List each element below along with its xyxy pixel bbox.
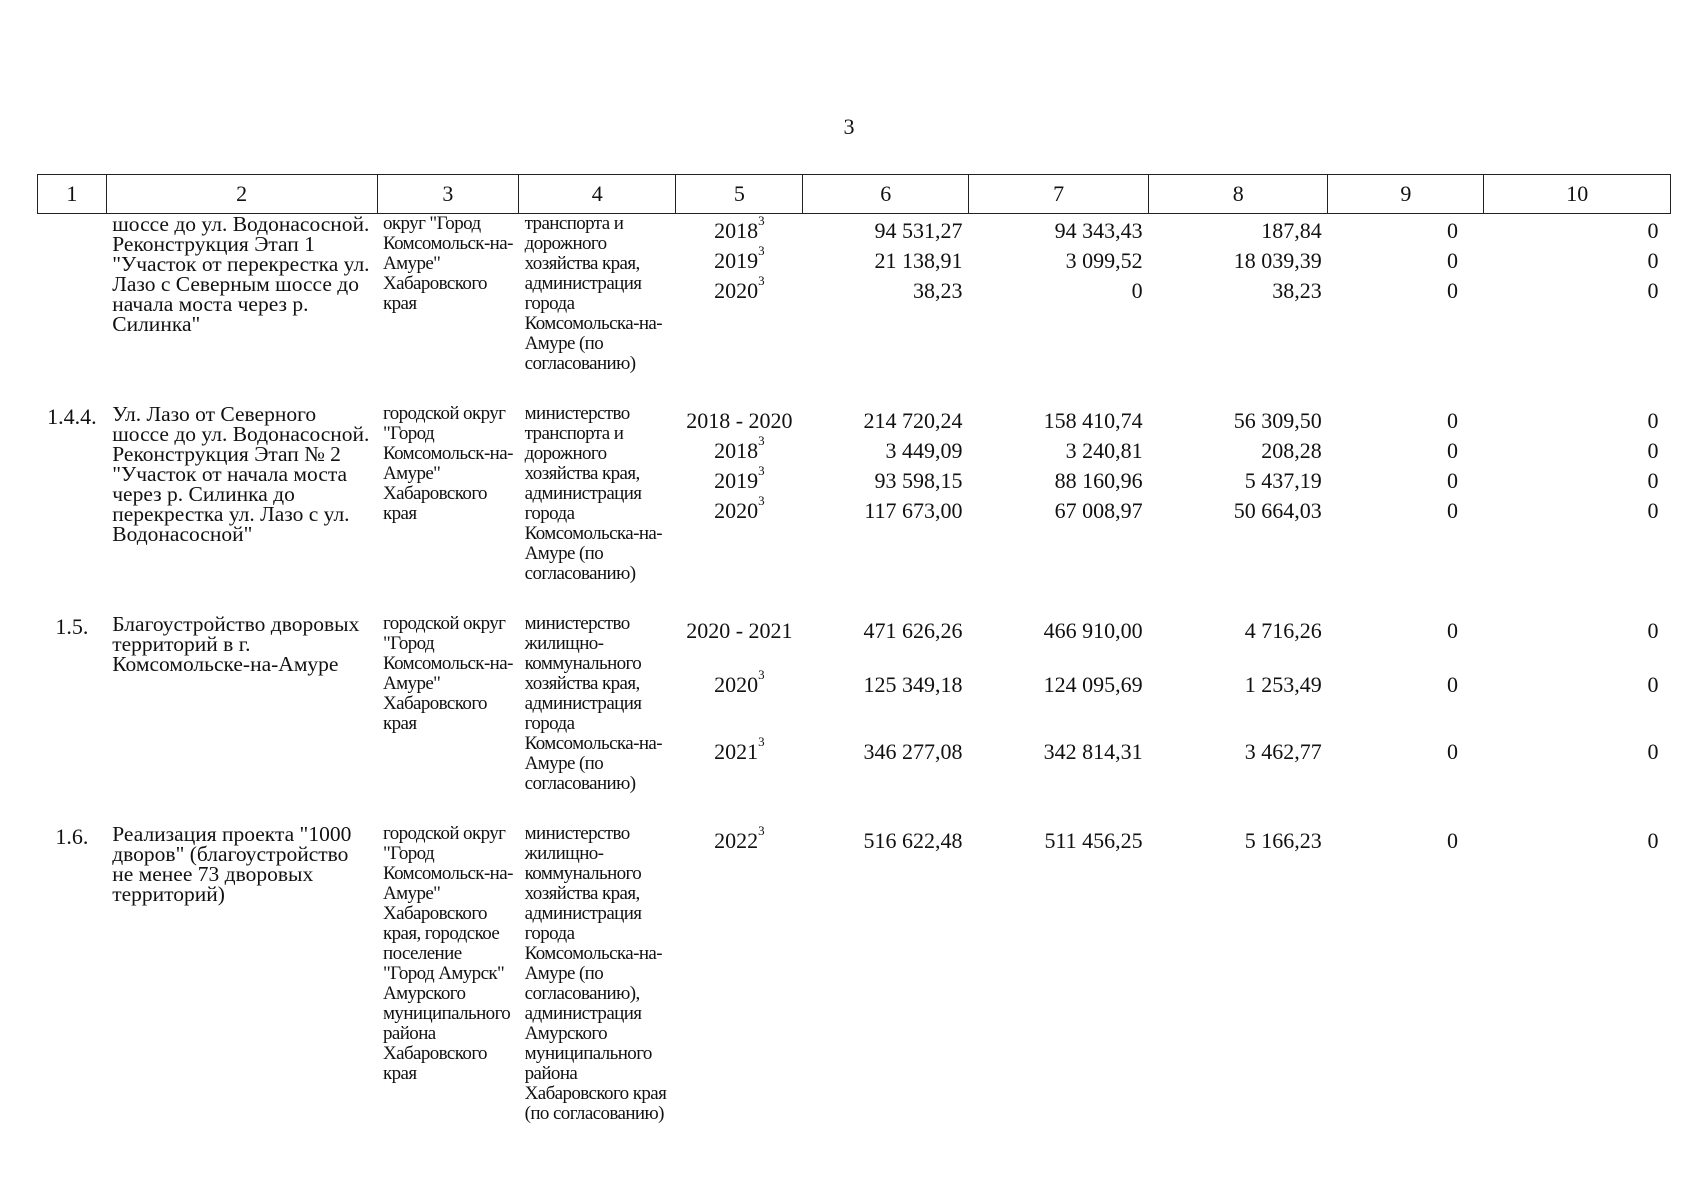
col-c7 — [969, 816, 1149, 1124]
col-c9 — [1328, 606, 1484, 794]
cell-value: 94 343,43 — [1054, 218, 1143, 243]
cell-value: 0 — [1446, 828, 1458, 853]
col-c6 — [803, 606, 969, 794]
col-year — [676, 214, 803, 375]
cell-value: 88 160,96 — [1054, 468, 1143, 493]
cell-value: 2022$^3$ — [714, 823, 765, 853]
cell-value: 0 — [1647, 498, 1659, 523]
cell-value: 214 720,24 — [863, 408, 963, 433]
row-number — [38, 214, 107, 375]
col-header: 2 — [106, 175, 377, 214]
col-header: 4 — [519, 175, 676, 214]
cell-value: 208,28 — [1261, 438, 1322, 463]
cell-value: 0 — [1647, 248, 1659, 273]
col-header: 8 — [1149, 175, 1328, 214]
cell-value: 0 — [1446, 248, 1458, 273]
col-c6 — [803, 214, 969, 375]
header-row — [38, 175, 1671, 214]
cell-value: 0 — [1647, 618, 1659, 643]
col-c10 — [1484, 214, 1671, 375]
cell-value: 5 437,19 — [1244, 468, 1322, 493]
footnote-mark: 3 — [758, 273, 765, 288]
cell-value: 93 598,15 — [874, 468, 963, 493]
col-c7 — [969, 396, 1149, 584]
cell-value: 124 095,69 — [1043, 672, 1143, 697]
cell-value: 0 — [1446, 218, 1458, 243]
cell-value: 38,23 — [913, 278, 963, 303]
row-spacer — [38, 374, 1671, 396]
cell-value: 67 008,97 — [1054, 498, 1143, 523]
row-number: 1.5. — [55, 614, 89, 639]
cell-value: 2020$^3$ — [714, 493, 765, 523]
cell-value: 0 — [1446, 739, 1458, 764]
col-c6 — [803, 396, 969, 584]
row-executor: министерство транспорта и дорожного хозяйства края, администрация города Комсомольска-на-Амуре (по согласованию) — [524, 403, 662, 584]
col-c10 — [1484, 396, 1671, 584]
cell-value: 0 — [1446, 278, 1458, 303]
cell-value: 3 099,52 — [1065, 248, 1143, 273]
page-number: 3 — [843, 114, 855, 139]
col-c8 — [1149, 214, 1328, 375]
cell-value: 3 449,09 — [885, 438, 963, 463]
cell-value: 0 — [1446, 672, 1458, 697]
col-c6 — [803, 816, 969, 1124]
row-spacer — [38, 794, 1671, 816]
col-c8 — [1149, 816, 1328, 1124]
col-c8 — [1149, 396, 1328, 584]
cell-value: 466 910,00 — [1043, 618, 1143, 643]
cell-value: 0 — [1647, 468, 1659, 493]
col-header: 3 — [377, 175, 519, 214]
table-row — [38, 606, 1671, 794]
row-executor: министерство жилищно-коммунального хозяйства края, администрация города Комсомольска-на-Амуре (по согласованию), администрация Амурского муниципального района Хабаровского края (по согласованию) — [524, 823, 667, 1124]
col-header: 1 — [38, 175, 107, 214]
col-c9 — [1328, 396, 1484, 584]
cell-value: 471 626,26 — [863, 618, 963, 643]
cell-value: 117 673,00 — [864, 498, 963, 523]
footnote-mark: 3 — [758, 243, 765, 258]
cell-value: 2018$^3$ — [714, 213, 765, 243]
col-header: 6 — [803, 175, 969, 214]
cell-value: 2019$^3$ — [714, 243, 765, 273]
cell-value: 0 — [1131, 278, 1143, 303]
cell-value: 0 — [1647, 672, 1659, 697]
footnote-mark: 3 — [758, 667, 765, 682]
cell-value: 3 240,81 — [1065, 438, 1143, 463]
cell-value: 158 410,74 — [1043, 408, 1143, 433]
cell-value: 4 716,26 — [1244, 618, 1322, 643]
col-c10 — [1484, 606, 1671, 794]
footnote-mark: 3 — [758, 493, 765, 508]
cell-value: 3 462,77 — [1244, 739, 1322, 764]
cell-value: 0 — [1647, 408, 1659, 433]
cell-value: 5 166,23 — [1244, 828, 1322, 853]
program-table — [37, 174, 1671, 1124]
row-spacer — [38, 584, 1671, 606]
col-c7 — [969, 606, 1149, 794]
cell-value: 50 664,03 — [1233, 498, 1322, 523]
cell-value: 0 — [1647, 218, 1659, 243]
cell-value: 2018$^3$ — [714, 433, 765, 463]
cell-value: 0 — [1647, 278, 1659, 303]
cell-value: 187,84 — [1261, 218, 1322, 243]
table-row — [38, 214, 1671, 375]
cell-value: 2019$^3$ — [714, 463, 765, 493]
cell-value: 94 531,27 — [874, 218, 963, 243]
row-executor: транспорта и дорожного хозяйства края, администрация города Комсомольска-на-Амуре (по согласованию) — [524, 213, 662, 374]
col-year — [676, 396, 803, 584]
footnote-mark: 3 — [758, 463, 765, 478]
cell-value: 511 456,25 — [1044, 828, 1143, 853]
cell-value: 342 814,31 — [1043, 739, 1143, 764]
cell-value: 2018 - 2020 — [686, 408, 793, 433]
cell-value: 18 039,39 — [1233, 248, 1322, 273]
row-executor: министерство жилищно-коммунального хозяйства края, администрация города Комсомольска-на-Амуре (по согласованию) — [524, 613, 662, 794]
col-c9 — [1328, 214, 1484, 375]
col-year — [676, 606, 803, 794]
footnote-mark: 3 — [758, 823, 765, 838]
footnote-mark: 3 — [758, 433, 765, 448]
col-c8 — [1149, 606, 1328, 794]
col-header: 9 — [1328, 175, 1484, 214]
row-number: 1.6. — [55, 824, 89, 849]
cell-value: 2020 - 2021 — [686, 618, 793, 643]
cell-value: 0 — [1446, 498, 1458, 523]
cell-value: 0 — [1446, 618, 1458, 643]
row-municipality: городской округ "Город Комсомольск-на-Амуре" Хабаровского края — [383, 613, 513, 734]
cell-value: 0 — [1647, 438, 1659, 463]
row-municipality: городской округ "Город Комсомольск-на-Амуре" Хабаровского края, городское поселение "Город Амурск" Амурского муниципального района Хабаровского края — [383, 823, 513, 1084]
cell-value: 56 309,50 — [1233, 408, 1322, 433]
cell-value: 346 277,08 — [863, 739, 963, 764]
row-municipality: городской округ "Город Комсомольск-на-Амуре" Хабаровского края — [383, 403, 513, 524]
cell-value: 0 — [1647, 739, 1659, 764]
table-row — [38, 816, 1671, 1124]
footnote-mark: 3 — [758, 734, 765, 749]
spacer-cell — [38, 374, 1671, 396]
table-row — [38, 396, 1671, 584]
cell-value: 21 138,91 — [874, 248, 963, 273]
footnote-mark: 3 — [758, 213, 765, 228]
col-c9 — [1328, 816, 1484, 1124]
spacer-cell — [38, 794, 1671, 816]
cell-value: 2020$^3$ — [714, 273, 765, 303]
row-municipality: округ "Город Комсомольск-на-Амуре" Хабаровского края — [383, 213, 513, 314]
row-number: 1.4.4. — [47, 404, 97, 429]
col-header: 7 — [969, 175, 1149, 214]
col-c7 — [969, 214, 1149, 375]
row-name: Реализация проекта "1000 дворов" (благоустройство не менее 73 дворовых территорий) — [112, 822, 352, 906]
col-year — [676, 816, 803, 1124]
spacer-cell — [38, 584, 1671, 606]
row-name: Благоустройство дворовых территорий в г. Комсомольске-на-Амуре — [112, 612, 360, 676]
cell-value: 1 253,49 — [1244, 672, 1322, 697]
col-header: 10 — [1484, 175, 1671, 214]
row-name: Ул. Лазо от Северного шоссе до ул. Водонасосной. Реконструкция Этап № 2 "Участок от начала моста через р. Силинка до перекрестка ул. Лазо с ул. Водонасосной" — [112, 402, 370, 546]
cell-value: 125 349,18 — [863, 672, 963, 697]
cell-value: 0 — [1647, 828, 1659, 853]
col-header: 5 — [676, 175, 803, 214]
cell-value: 2020$^3$ — [714, 667, 765, 697]
row-name: шоссе до ул. Водонасосной. Реконструкция Этап 1 "Участок от перекрестка ул. Лазо с Северным шоссе до начала моста через р. Силинка" — [112, 212, 370, 336]
cell-value: 2021$^3$ — [714, 734, 765, 764]
cell-value: 0 — [1446, 438, 1458, 463]
cell-value: 516 622,48 — [863, 828, 963, 853]
col-c10 — [1484, 816, 1671, 1124]
cell-value: 0 — [1446, 468, 1458, 493]
cell-value: 38,23 — [1272, 278, 1322, 303]
cell-value: 0 — [1446, 408, 1458, 433]
